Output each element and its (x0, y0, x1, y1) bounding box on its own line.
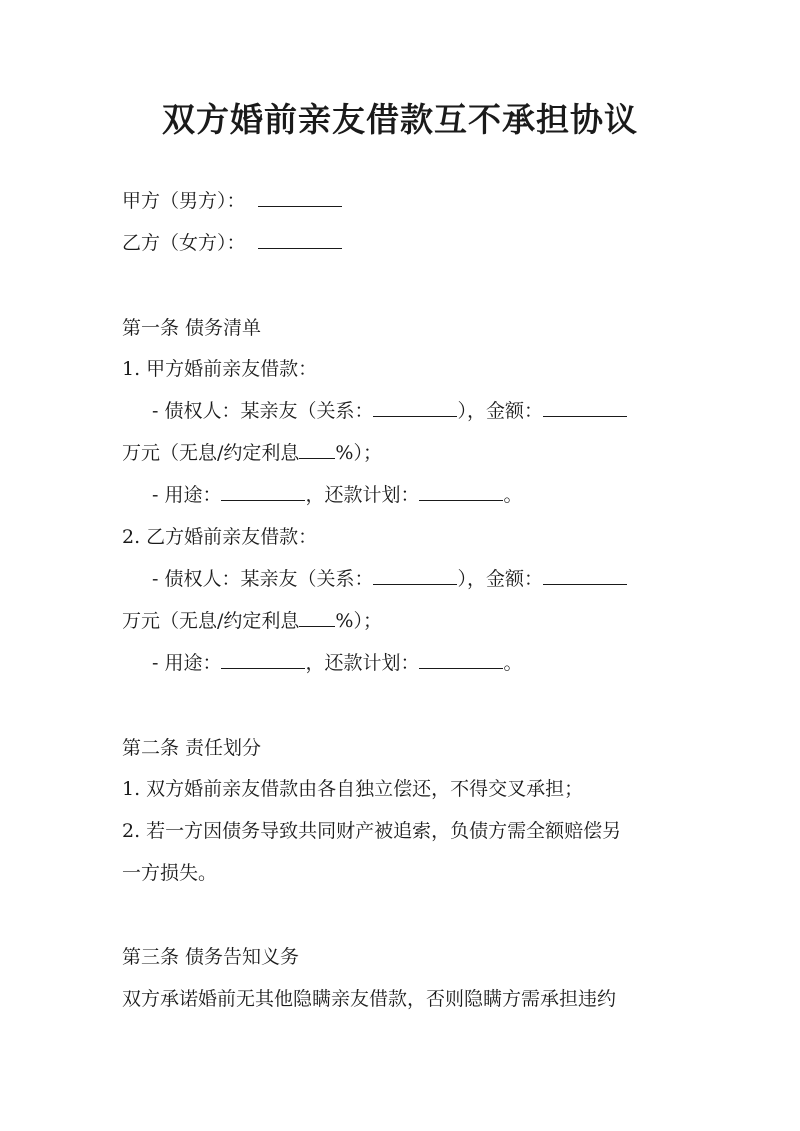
amount-unit-suffix: %）； (335, 610, 382, 632)
article1-item2-amount-line (122, 606, 382, 636)
article1-item1-heading: 1. 甲方婚前亲友借款： (122, 358, 318, 380)
party-a-label: 甲方（男方）： (122, 190, 246, 212)
article2-item2-line1: 2. 若一方因债务导致共同财产被追索，负债方需全额赔偿另 (122, 820, 622, 842)
article2-item1: 1. 双方婚前亲友借款由各自独立偿还，不得交叉承担； (122, 778, 584, 800)
repay-label: ，还款计划： (305, 484, 420, 506)
article2-item2-line2: 一方损失。 (122, 862, 218, 884)
amount-unit-suffix: %）； (335, 442, 382, 464)
party-b-label: 乙方（女方）： (122, 232, 246, 254)
party-a-line (122, 186, 342, 216)
party-b-blank[interactable] (258, 229, 342, 249)
party-b-line (122, 228, 342, 258)
amount-label: ），金额： (457, 568, 543, 590)
amount-blank[interactable] (543, 397, 627, 417)
use-prefix: - 用途： (152, 652, 222, 674)
interest-blank[interactable] (299, 607, 335, 627)
relation-blank[interactable] (373, 565, 457, 585)
repay-blank[interactable] (419, 649, 503, 669)
use-blank[interactable] (221, 649, 305, 669)
article1-item2-use-line (152, 648, 523, 678)
article3-line1: 双方承诺婚前无其他隐瞒亲友借款，否则隐瞒方需承担违约 (122, 988, 617, 1010)
interest-blank[interactable] (299, 439, 335, 459)
amount-unit-prefix: 万元（无息/约定利息 (122, 442, 300, 464)
use-blank[interactable] (221, 481, 305, 501)
creditor-prefix: - 债权人：某亲友（关系： (152, 568, 374, 590)
amount-blank[interactable] (543, 565, 627, 585)
repay-blank[interactable] (419, 481, 503, 501)
article1-item2-heading: 2. 乙方婚前亲友借款： (122, 526, 318, 548)
amount-label: ），金额： (457, 400, 543, 422)
article3-heading: 第三条 债务告知义务 (122, 946, 300, 968)
relation-blank[interactable] (373, 397, 457, 417)
article2-heading: 第二条 责任划分 (122, 737, 262, 759)
amount-unit-prefix: 万元（无息/约定利息 (122, 610, 300, 632)
use-suffix: 。 (503, 484, 523, 506)
article1-item1-amount-line (122, 438, 382, 468)
creditor-prefix: - 债权人：某亲友（关系： (152, 400, 374, 422)
document-title: 双方婚前亲友借款互不承担协议 (162, 100, 638, 139)
article1-heading: 第一条 债务清单 (122, 317, 262, 339)
use-suffix: 。 (503, 652, 523, 674)
repay-label: ，还款计划： (305, 652, 420, 674)
use-prefix: - 用途： (152, 484, 222, 506)
article1-item1-creditor-line (152, 396, 627, 426)
article1-item2-creditor-line (152, 564, 627, 594)
article1-item1-use-line (152, 480, 523, 510)
party-a-blank[interactable] (258, 187, 342, 207)
